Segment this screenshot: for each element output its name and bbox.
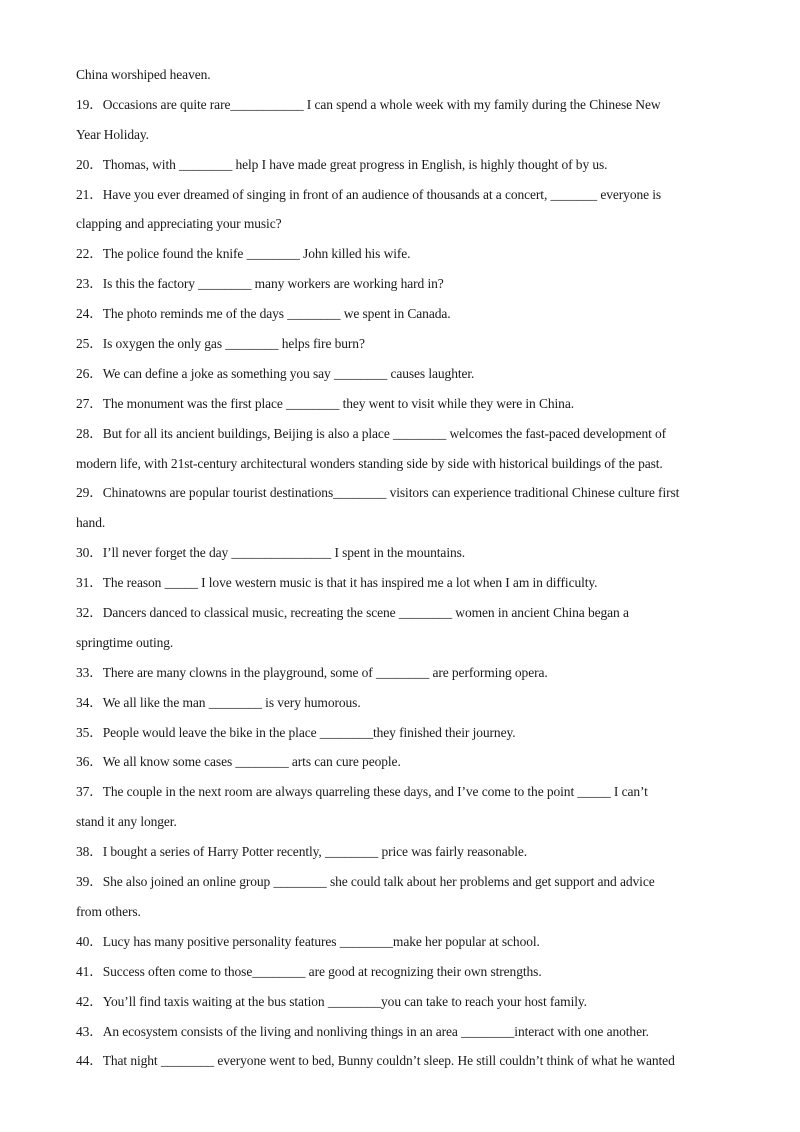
- question-43: 43．An ecosystem consists of the living and nonliving things in an area ________interact with one another.: [76, 1023, 649, 1039]
- text-line: modern life, with 21st-century architectural wonders standing side by side with historical buildings of the past.: [76, 455, 663, 471]
- question-27: 27．The monument was the first place ________ they went to visit while they were in China.: [76, 395, 574, 411]
- text-line: hand.: [76, 515, 106, 531]
- question-20: 20．Thomas, with ________ help I have made great progress in English, is highly thought of by us.: [76, 156, 608, 172]
- text-line: Year Holiday.: [76, 126, 149, 142]
- question-22: 22．The police found the knife ________ John killed his wife.: [76, 246, 411, 262]
- question-25: 25．Is oxygen the only gas ________ helps fire burn?: [76, 336, 365, 352]
- question-19: 19．Occasions are quite rare___________ I can spend a whole week with my family during the Chinese New: [76, 96, 661, 112]
- question-21: 21．Have you ever dreamed of singing in front of an audience of thousands at a concert, _______ everyone is: [76, 186, 662, 202]
- text-line: clapping and appreciating your music?: [76, 216, 282, 232]
- question-38: 38．I bought a series of Harry Potter recently, ________ price was fairly reasonable.: [76, 844, 528, 860]
- question-30: 30．I’ll never forget the day _______________ I spent in the mountains.: [76, 545, 466, 561]
- question-23: 23．Is this the factory ________ many workers are working hard in?: [76, 276, 444, 292]
- question-33: 33．There are many clowns in the playground, some of ________ are performing opera.: [76, 664, 548, 680]
- question-41: 41．Success often come to those________ are good at recognizing their own strengths.: [76, 963, 542, 979]
- question-24: 24．The photo reminds me of the days ________ we spent in Canada.: [76, 306, 451, 322]
- question-32: 32．Dancers danced to classical music, recreating the scene ________ women in ancient China began a: [76, 605, 629, 621]
- question-31: 31．The reason _____ I love western music is that it has inspired me a lot when I am in difficulty.: [76, 575, 598, 591]
- question-37: 37．The couple in the next room are always quarreling these days, and I’ve come to the point _____ I can’t: [76, 784, 648, 800]
- text-line: from others.: [76, 903, 141, 919]
- text-line: springtime outing.: [76, 634, 174, 650]
- text-line: China worshiped heaven.: [76, 67, 211, 82]
- question-34: 34．We all like the man ________ is very humorous.: [76, 694, 361, 710]
- document-page: [76, 60, 726, 1076]
- question-39: 39．She also joined an online group ________ she could talk about her problems and get support and advice: [76, 874, 655, 890]
- question-29: 29．Chinatowns are popular tourist destinations________ visitors can experience traditional Chinese culture first: [76, 485, 680, 501]
- question-40: 40．Lucy has many positive personality features ________make her popular at school.: [76, 933, 540, 949]
- question-28: 28．But for all its ancient buildings, Beijing is also a place ________ welcomes the fast-paced development of: [76, 425, 667, 441]
- question-42: 42．You’ll find taxis waiting at the bus station ________you can take to reach your host family.: [76, 993, 587, 1009]
- text-line: stand it any longer.: [76, 814, 177, 830]
- question-35: 35．People would leave the bike in the place ________they finished their journey.: [76, 724, 516, 740]
- question-36: 36．We all know some cases ________ arts can cure people.: [76, 754, 401, 770]
- question-26: 26．We can define a joke as something you say ________ causes laughter.: [76, 365, 475, 381]
- question-44: 44．That night ________ everyone went to bed, Bunny couldn’t sleep. He still couldn’t think of what he wanted: [76, 1053, 675, 1069]
